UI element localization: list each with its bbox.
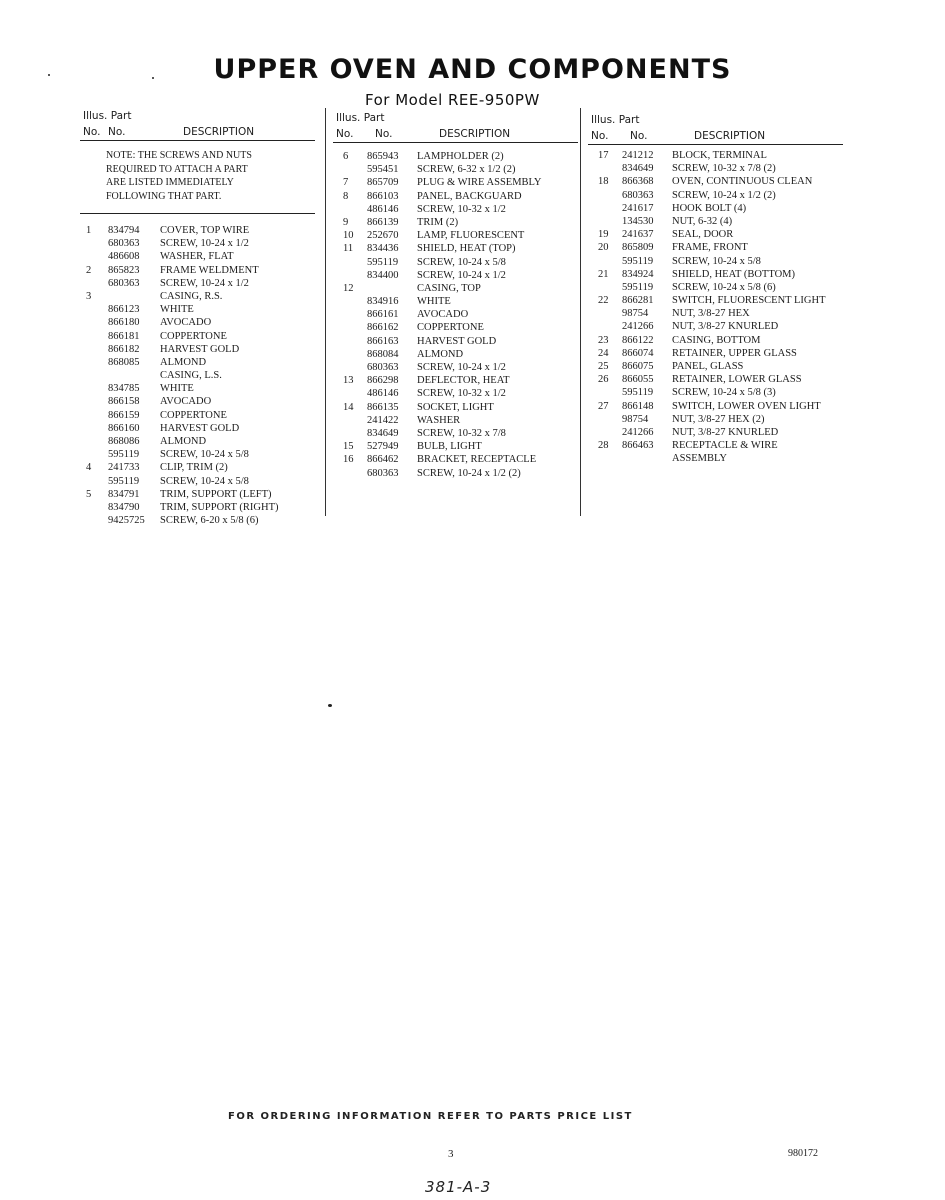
model-subtitle: For Model REE-950PW: [365, 91, 540, 109]
parts-row: [333, 163, 578, 176]
part-description: PANEL, GLASS: [672, 361, 744, 372]
part-description: NUT, 3/8-27 HEX (2): [672, 413, 765, 425]
parts-row: [80, 422, 315, 435]
part-description: NUT, 3/8-27 KNURLED: [672, 321, 779, 333]
illus-number: 1: [86, 225, 92, 236]
part-description: SCREW, 10-24 x 5/8: [672, 255, 761, 267]
parts-row: [588, 400, 843, 413]
parts-row: [588, 149, 843, 162]
part-number: 486608: [108, 251, 140, 263]
part-number: 241617: [622, 202, 654, 214]
part-description: NUT, 3/8-27 HEX: [672, 308, 750, 320]
parts-row: [333, 414, 578, 427]
column-header: [333, 112, 578, 143]
part-number: 241637: [622, 229, 654, 241]
part-number: 680363: [622, 189, 654, 201]
part-description: ALMOND: [160, 356, 207, 368]
part-number: 527949: [367, 441, 399, 453]
part-description: HOOK BOLT (4): [672, 202, 747, 214]
part-description: TRIM, SUPPORT (RIGHT): [160, 501, 279, 513]
part-description: SEAL, DOOR: [672, 229, 734, 241]
part-description: BULB, LIGHT: [417, 441, 482, 453]
illus-number: 8: [343, 190, 349, 202]
illus-number: 26: [598, 374, 609, 386]
handwritten-code: 381-A-3: [425, 1178, 492, 1196]
parts-row: [588, 294, 843, 307]
part-description: LAMPHOLDER (2): [417, 151, 504, 162]
part-number: 834924: [622, 268, 654, 280]
part-number: 834791: [108, 488, 140, 500]
ordering-footer: FOR ORDERING INFORMATION REFER TO PARTS PRICE LIST: [228, 1111, 633, 1122]
parts-row: [80, 290, 315, 303]
parts-row: [80, 382, 315, 395]
illus-number: 14: [343, 401, 354, 413]
part-number: 866281: [622, 295, 654, 307]
part-number: 241212: [622, 150, 654, 161]
part-number: 866122: [622, 334, 654, 346]
part-number: 866181: [108, 330, 140, 342]
part-number: 241733: [108, 462, 140, 474]
part-description: COPPERTONE: [417, 322, 484, 334]
part-number: 834916: [367, 296, 399, 308]
note-line: ARE LISTED IMMEDIATELY: [106, 177, 234, 188]
part-description: SCREW, 10-32 x 7/8 (2): [672, 163, 776, 175]
part-description: RETAINER, UPPER GLASS: [672, 347, 797, 359]
scan-speck: [328, 704, 332, 707]
part-description: AVOCADO: [160, 396, 212, 408]
part-number: 866135: [367, 401, 399, 413]
parts-row: [333, 361, 578, 374]
part-number: 866463: [622, 440, 654, 452]
part-number: 866158: [108, 396, 140, 408]
part-number: 866148: [622, 400, 654, 412]
document-number: 980172: [788, 1148, 818, 1159]
part-number: 241422: [367, 414, 399, 426]
parts-row: [80, 343, 315, 356]
illus-number: 3: [86, 290, 92, 302]
part-number: 865809: [622, 242, 654, 254]
part-number: 680363: [108, 238, 140, 250]
parts-row: [588, 281, 843, 294]
parts-row: [333, 295, 578, 308]
parts-row: [333, 321, 578, 334]
illus-number: 6: [343, 151, 349, 162]
part-description: SCREW, 10-24 x 5/8 (3): [672, 387, 776, 399]
column-divider: [580, 108, 581, 516]
part-description: SCREW, 6-20 x 5/8 (6): [160, 515, 259, 527]
parts-row: [333, 440, 578, 453]
part-description: SCREW, 10-24 x 5/8: [160, 475, 249, 487]
part-number: 486146: [367, 203, 399, 215]
parts-column-3: [588, 114, 843, 466]
part-description: COPPERTONE: [160, 330, 227, 342]
part-number: 866055: [622, 374, 654, 386]
column-header: [588, 114, 843, 145]
part-description: WASHER: [417, 414, 461, 426]
illus-number: 11: [343, 243, 354, 255]
part-description: ALMOND: [160, 436, 207, 447]
parts-row: [333, 401, 578, 414]
scan-speck: [152, 77, 154, 79]
part-number: 866103: [367, 190, 399, 202]
part-number: 868084: [367, 348, 399, 360]
part-description: FRAME WELDMENT: [160, 264, 259, 276]
part-number: 98754: [622, 308, 649, 320]
illus-number: 10: [343, 230, 354, 242]
parts-row: [588, 268, 843, 281]
part-number: 595119: [622, 281, 654, 293]
parts-row: [333, 348, 578, 361]
parts-list: [333, 143, 578, 480]
note-block: [80, 141, 315, 214]
part-description: SHIELD, HEAT (BOTTOM): [672, 268, 795, 280]
part-description: WHITE: [160, 383, 194, 395]
note-line: REQUIRED TO ATTACH A PART: [106, 163, 248, 175]
illus-number: 19: [598, 229, 609, 241]
part-number: 595119: [108, 449, 140, 461]
part-description: SWITCH, FLUORESCENT LIGHT: [672, 295, 826, 307]
illus-number: 5: [86, 488, 92, 500]
parts-row: [333, 229, 578, 242]
part-description: COVER, TOP WIRE: [160, 225, 250, 236]
parts-row: [588, 373, 843, 386]
illus-number: 13: [343, 375, 354, 387]
part-number: 595451: [367, 164, 399, 176]
parts-row: [333, 190, 578, 203]
part-description: PANEL, BACKGUARD: [417, 190, 522, 202]
parts-row: [588, 162, 843, 175]
header-description: DESCRIPTION: [183, 126, 255, 138]
part-description: AVOCADO: [417, 309, 469, 321]
part-description: HARVEST GOLD: [417, 335, 497, 347]
parts-row: [80, 448, 315, 461]
part-description: TRIM (2): [417, 216, 459, 228]
parts-row: [588, 189, 843, 202]
parts-row: [333, 453, 578, 466]
part-description: PLUG & WIRE ASSEMBLY: [417, 177, 542, 189]
illus-number: 21: [598, 268, 609, 280]
parts-row: [80, 514, 315, 527]
parts-row: [588, 215, 843, 228]
header-part-no: No.: [108, 126, 126, 138]
header-illus-no: No.: [336, 128, 354, 140]
part-description: CLIP, TRIM (2): [160, 462, 228, 474]
part-number: 834649: [367, 427, 399, 439]
part-description: WHITE: [160, 304, 194, 316]
part-number: 9425725: [108, 515, 145, 527]
part-number: 834790: [108, 501, 140, 513]
parts-row: [80, 237, 315, 250]
illus-number: 16: [343, 454, 354, 466]
header-description: DESCRIPTION: [694, 130, 766, 142]
part-number: 595119: [622, 255, 654, 267]
parts-row: [80, 250, 315, 263]
part-number: 98754: [622, 413, 649, 425]
part-description: RECEPTACLE & WIRE: [672, 440, 778, 452]
parts-row: [80, 435, 315, 448]
part-description: COPPERTONE: [160, 409, 227, 421]
part-description: BRACKET, RECEPTACLE: [417, 454, 537, 466]
parts-row: [80, 356, 315, 369]
part-description: FRAME, FRONT: [672, 242, 748, 254]
part-number: 595119: [367, 256, 399, 268]
illus-number: 15: [343, 441, 354, 453]
parts-list: [80, 222, 315, 527]
part-number: 866075: [622, 361, 654, 372]
illus-number: 28: [598, 440, 609, 452]
part-description: SCREW, 10-24 x 1/2 (2): [417, 467, 521, 479]
illus-number: 9: [343, 216, 349, 228]
part-number: 866368: [622, 176, 654, 188]
parts-list: [588, 145, 843, 466]
parts-row: [588, 241, 843, 254]
parts-row: [80, 316, 315, 329]
parts-row: [588, 360, 843, 373]
header-illus-part: Illus. Part: [336, 112, 385, 124]
part-description: BLOCK, TERMINAL: [672, 150, 767, 161]
part-description: SCREW, 10-24 x 5/8 (6): [672, 281, 776, 293]
parts-row: [333, 308, 578, 321]
illus-number: 20: [598, 242, 609, 254]
parts-row: [333, 150, 578, 163]
part-description: LAMP, FLUORESCENT: [417, 230, 525, 242]
column-header: [80, 110, 315, 141]
parts-row: [588, 347, 843, 360]
part-number: 865943: [367, 151, 399, 162]
part-number: 866123: [108, 304, 140, 316]
parts-row: [588, 228, 843, 241]
part-description: SCREW, 6-32 x 1/2 (2): [417, 164, 516, 176]
parts-row: [588, 175, 843, 188]
parts-row: [588, 426, 843, 439]
parts-row: [588, 202, 843, 215]
part-number: 868086: [108, 436, 140, 447]
parts-row: [588, 320, 843, 333]
part-description: CASING, L.S.: [160, 370, 222, 382]
part-number: 834794: [108, 225, 140, 236]
part-description: SCREW, 10-24 x 1/2: [417, 362, 506, 373]
parts-row: [80, 409, 315, 422]
illus-number: 7: [343, 177, 349, 189]
parts-row: [588, 307, 843, 320]
part-description: SCREW, 10-24 x 1/2: [160, 277, 249, 289]
part-number: 595119: [108, 475, 140, 487]
part-number: 866182: [108, 343, 140, 355]
part-number: 486146: [367, 388, 399, 400]
part-description: NUT, 3/8-27 KNURLED: [672, 426, 779, 438]
part-description: SCREW, 10-32 x 7/8: [417, 427, 506, 439]
part-number: 680363: [108, 277, 140, 289]
parts-row: [80, 488, 315, 501]
part-description: SOCKET, LIGHT: [417, 401, 494, 413]
parts-row: [333, 282, 578, 295]
part-description: SHIELD, HEAT (TOP): [417, 243, 516, 255]
part-number: 866298: [367, 375, 399, 387]
part-description: SCREW, 10-32 x 1/2: [417, 388, 506, 400]
page-number: 3: [448, 1148, 454, 1160]
illus-number: 24: [598, 347, 609, 359]
parts-row: [588, 439, 843, 452]
part-description: ASSEMBLY: [672, 453, 727, 465]
scan-speck: [48, 74, 50, 76]
illus-number: 27: [598, 400, 609, 412]
part-description: SCREW, 10-24 x 5/8: [417, 256, 506, 268]
part-number: 680363: [367, 362, 399, 373]
part-description: HARVEST GOLD: [160, 422, 240, 434]
illus-number: 2: [86, 264, 92, 276]
part-number: 834649: [622, 163, 654, 175]
parts-row: [80, 224, 315, 237]
parts-row: [588, 413, 843, 426]
parts-column-1: [80, 110, 315, 527]
note-line: NOTE: THE SCREWS AND NUTS: [106, 150, 252, 161]
parts-row: [80, 461, 315, 474]
parts-row: [333, 387, 578, 400]
parts-row: [333, 335, 578, 348]
part-number: 866139: [367, 216, 399, 228]
illus-number: 12: [343, 282, 354, 294]
part-number: 866163: [367, 335, 399, 347]
part-number: 834400: [367, 269, 399, 281]
header-description: DESCRIPTION: [439, 128, 511, 140]
part-number: 241266: [622, 321, 654, 333]
parts-row: [588, 386, 843, 399]
parts-row: [80, 369, 315, 382]
part-number: 865709: [367, 177, 399, 189]
part-number: 866462: [367, 454, 399, 466]
illus-number: 17: [598, 150, 609, 161]
column-divider: [325, 108, 326, 516]
part-description: RETAINER, LOWER GLASS: [672, 374, 802, 386]
part-number: 868085: [108, 356, 140, 368]
header-part-no: No.: [375, 128, 393, 140]
part-description: CASING, BOTTOM: [672, 334, 761, 346]
part-number: 834436: [367, 243, 399, 255]
parts-row: [80, 395, 315, 408]
parts-row: [80, 277, 315, 290]
header-illus-part: Illus. Part: [83, 110, 132, 122]
parts-row: [333, 176, 578, 189]
part-number: 866161: [367, 309, 399, 321]
part-description: SCREW, 10-24 x 1/2: [160, 238, 249, 250]
parts-row: [333, 216, 578, 229]
header-part-no: No.: [630, 130, 648, 142]
illus-number: 23: [598, 334, 609, 346]
part-description: NUT, 6-32 (4): [672, 215, 733, 227]
parts-row: [80, 330, 315, 343]
part-description: ALMOND: [417, 348, 464, 360]
part-description: SCREW, 10-24 x 1/2: [417, 269, 506, 281]
part-number: 866160: [108, 422, 140, 434]
part-number: 866162: [367, 322, 399, 334]
part-number: 134530: [622, 215, 654, 227]
parts-row: [80, 303, 315, 316]
part-description: AVOCADO: [160, 317, 212, 329]
part-description: SCREW, 10-24 x 1/2 (2): [672, 189, 776, 201]
parts-row: [80, 264, 315, 277]
part-number: 252670: [367, 230, 399, 242]
parts-row: [588, 334, 843, 347]
part-description: TRIM, SUPPORT (LEFT): [160, 488, 272, 500]
note-line: FOLLOWING THAT PART.: [106, 190, 222, 202]
part-number: 241266: [622, 426, 654, 438]
parts-row: [333, 269, 578, 282]
illus-number: 25: [598, 361, 609, 372]
illus-number: 18: [598, 176, 609, 188]
part-number: 866159: [108, 409, 140, 421]
part-description: WHITE: [417, 296, 451, 308]
parts-row: [333, 374, 578, 387]
header-illus-no: No.: [83, 126, 101, 138]
part-description: WASHER, FLAT: [160, 251, 234, 263]
part-description: DEFLECTOR, HEAT: [417, 375, 510, 387]
part-number: 865823: [108, 264, 140, 276]
parts-row: [333, 427, 578, 440]
part-description: OVEN, CONTINUOUS CLEAN: [672, 176, 813, 188]
parts-row: [80, 475, 315, 488]
part-description: SCREW, 10-24 x 5/8: [160, 449, 249, 461]
illus-number: 4: [86, 462, 92, 474]
parts-row: [80, 501, 315, 514]
part-number: 595119: [622, 387, 654, 399]
part-number: 866074: [622, 347, 654, 359]
parts-row: [333, 256, 578, 269]
part-description: CASING, R.S.: [160, 290, 223, 302]
parts-row: [333, 203, 578, 216]
parts-column-2: [333, 112, 578, 480]
parts-row: [588, 452, 843, 465]
parts-row: [333, 242, 578, 255]
part-description: SCREW, 10-32 x 1/2: [417, 203, 506, 215]
part-description: CASING, TOP: [417, 282, 481, 294]
illus-number: 22: [598, 295, 609, 307]
part-description: SWITCH, LOWER OVEN LIGHT: [672, 400, 821, 412]
part-number: 866180: [108, 317, 140, 329]
part-description: HARVEST GOLD: [160, 343, 240, 355]
parts-row: [588, 255, 843, 268]
part-number: 834785: [108, 383, 140, 395]
parts-row: [333, 467, 578, 480]
part-number: 680363: [367, 467, 399, 479]
header-illus-no: No.: [591, 130, 609, 142]
header-illus-part: Illus. Part: [591, 114, 640, 126]
page-title: UPPER OVEN AND COMPONENTS: [213, 54, 732, 85]
